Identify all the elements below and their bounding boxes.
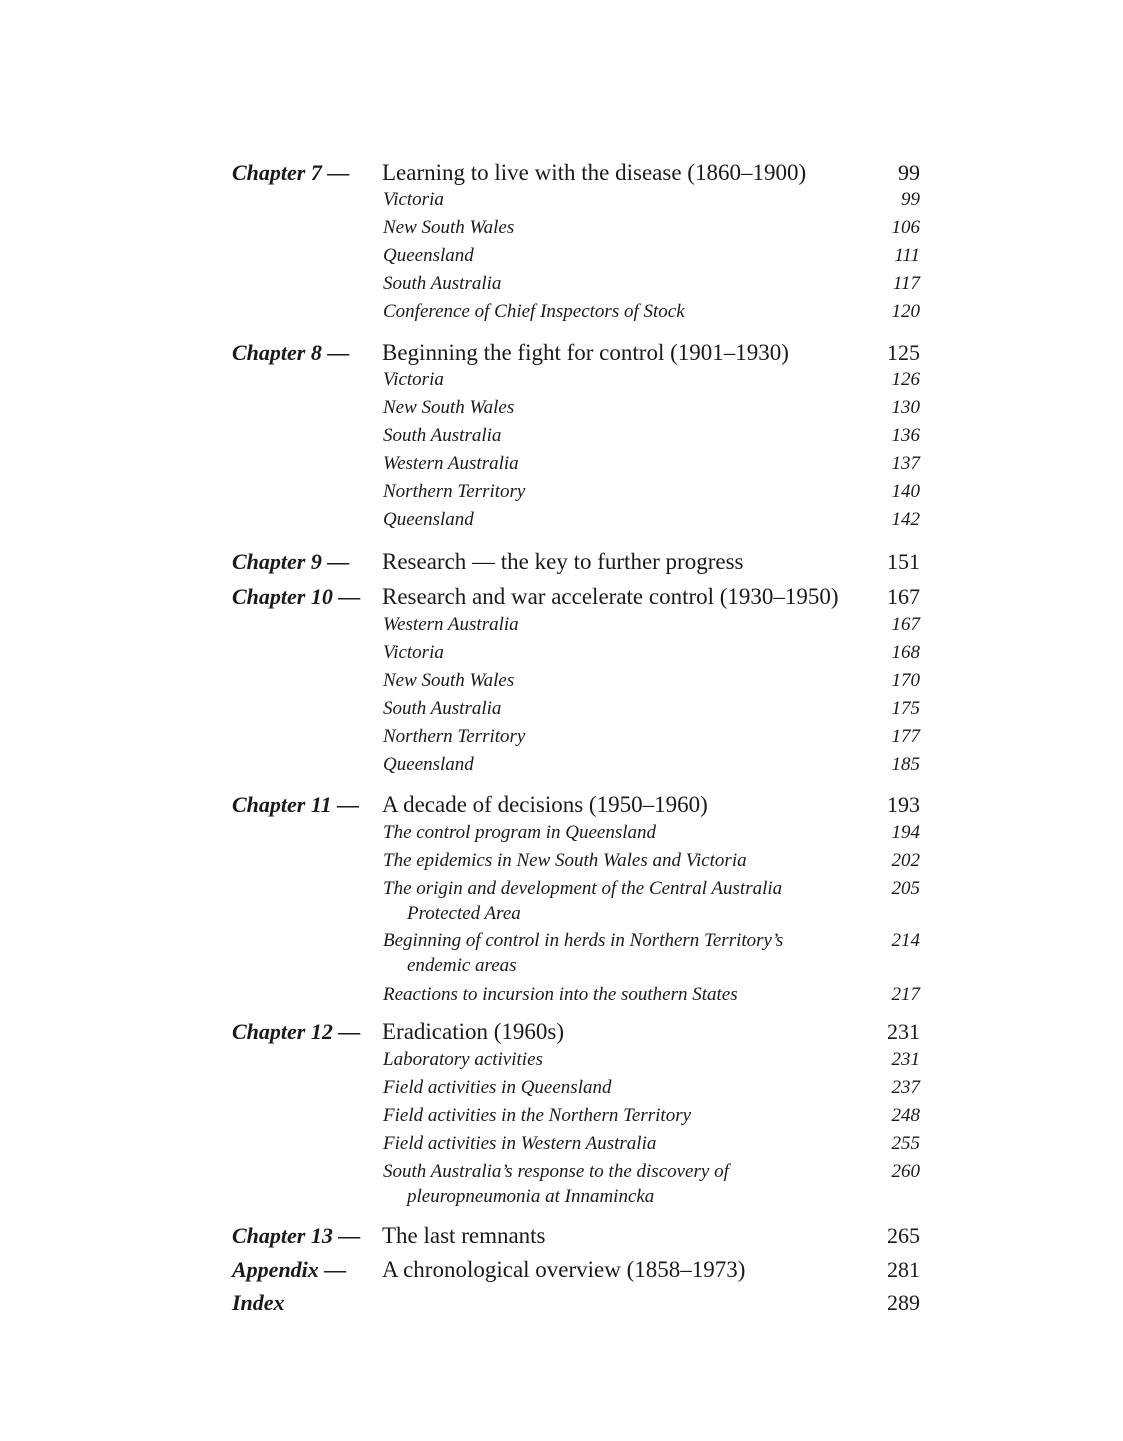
section-title [383,299,843,324]
section-page-number: 168 [891,642,920,663]
section-page-number: 185 [891,754,920,775]
chapter-title: Learning to live with the disease (1860–1900) [382,160,807,185]
chapter-row [0,158,1123,188]
chapter-row [0,1288,1123,1318]
section-title [383,423,843,448]
section-page-number: 111 [894,245,920,266]
chapter-label: Chapter 13 — [232,1223,361,1248]
section-title [383,752,843,777]
section-title [383,367,843,392]
chapter-row [0,582,1123,612]
section-page-number: 167 [891,614,920,635]
chapter-row [0,1221,1123,1251]
section-title [383,848,843,873]
chapter-title: A decade of decisions (1950–1960) [382,792,708,817]
section-page-number: 106 [891,217,920,238]
section-title-line: Field activities in Queensland [383,1077,612,1098]
section-title [383,612,843,637]
chapter-label: Chapter 8 — [232,340,350,365]
chapter-label: Appendix — [232,1257,347,1282]
chapter-page-number: 265 [887,1223,920,1248]
section-title-line: The control program in Queensland [383,822,657,843]
section-title [383,1075,843,1100]
chapter-label: Chapter 12 — [232,1019,361,1044]
chapter-page-number: 125 [887,340,920,365]
section-title-continuation: Protected Area [407,903,521,924]
chapter-title: Beginning the fight for control (1901–1930) [382,340,789,365]
section-page-number: 140 [891,481,920,502]
section-title [383,451,843,476]
section-title-line: New South Wales [383,217,515,238]
section-title-line: South Australia [383,698,502,719]
chapter-page-number: 99 [898,160,920,185]
section-title-line: The origin and development of the Central Australia [383,878,783,899]
chapter-page-number: 281 [887,1257,920,1282]
section-title-line: New South Wales [383,670,515,691]
section-page-number: 170 [891,670,920,691]
section-page-number: 260 [891,1161,920,1182]
section-title-line: South Australia’s response to the discovery of [383,1161,729,1182]
chapter-label: Chapter 10 — [232,584,361,609]
section-title-line: Field activities in Western Australia [383,1133,657,1154]
section-title [383,724,843,749]
section-page-number: 175 [891,698,920,719]
section-page-number: 231 [891,1049,920,1070]
section-title-line: Field activities in the Northern Territory [383,1105,692,1126]
section-title [383,640,843,665]
section-page-number: 217 [891,984,920,1005]
chapter-label: Chapter 11 — [232,792,360,817]
section-title [383,820,843,845]
section-title-line: Victoria [383,369,444,390]
chapter-row [0,338,1123,368]
section-title-line: Reactions to incursion into the southern States [383,984,738,1005]
section-title [383,243,843,268]
chapter-title: Eradication (1960s) [382,1019,565,1044]
section-page-number: 177 [891,726,920,747]
section-title [383,479,843,504]
section-title-line: South Australia [383,273,502,294]
section-title-line: Victoria [383,189,444,210]
chapter-page-number: 289 [887,1290,920,1315]
chapter-label: Chapter 7 — [232,160,350,185]
section-title-line: Victoria [383,642,444,663]
section-page-number: 214 [891,930,920,951]
chapter-page-number: 151 [887,549,920,574]
section-title-line: Queensland [383,509,474,530]
section-title [383,668,843,693]
section-title-line: The epidemics in New South Wales and Victoria [383,850,747,871]
section-title-line: Northern Territory [383,726,526,747]
section-title [383,187,843,212]
section-title-continuation: endemic areas [407,955,517,976]
section-title-line: Laboratory activities [383,1049,543,1070]
section-page-number: 99 [901,189,920,210]
section-page-number: 120 [891,301,920,322]
section-page-number: 237 [891,1077,920,1098]
section-title [383,507,843,532]
chapter-page-number: 193 [887,792,920,817]
chapter-row [0,547,1123,577]
chapter-label: Chapter 9 — [232,549,350,574]
section-page-number: 202 [891,850,920,871]
section-title-line: Queensland [383,245,474,266]
section-page-number: 130 [891,397,920,418]
section-title [383,395,843,420]
section-title-line: New South Wales [383,397,515,418]
section-title [383,1131,843,1156]
section-page-number: 117 [892,273,920,294]
section-title [383,696,843,721]
section-title-line: South Australia [383,425,502,446]
section-page-number: 137 [891,453,920,474]
chapter-row [0,1255,1123,1285]
chapter-label: Index [232,1290,285,1315]
chapter-title: Research — the key to further progress [382,549,744,574]
section-page-number: 142 [891,509,920,530]
section-title-line: Conference of Chief Inspectors of Stock [383,301,685,322]
section-page-number: 248 [891,1105,920,1126]
section-title [383,215,843,240]
chapter-row [0,790,1123,820]
section-page-number: 255 [891,1133,920,1154]
section-title-line: Western Australia [383,453,519,474]
section-title-continuation: pleuropneumonia at Innamincka [407,1186,655,1207]
section-page-number: 194 [891,822,920,843]
section-title-line: Western Australia [383,614,519,635]
chapter-title: The last remnants [382,1223,546,1248]
chapter-page-number: 231 [887,1019,920,1044]
chapter-row [0,1017,1123,1047]
section-title [383,982,843,1007]
section-page-number: 136 [891,425,920,446]
chapter-title: A chronological overview (1858–1973) [382,1257,746,1282]
section-page-number: 205 [891,878,920,899]
section-page-number: 126 [891,369,920,390]
section-title [383,1159,843,1209]
chapter-title: Research and war accelerate control (1930–1950) [382,584,839,609]
section-title [383,1103,843,1128]
section-title [383,928,843,978]
section-title [383,876,843,926]
section-title-line: Queensland [383,754,474,775]
section-title [383,271,843,296]
section-title-line: Beginning of control in herds in Northern Territory’s [383,930,784,951]
chapter-page-number: 167 [887,584,920,609]
section-title-line: Northern Territory [383,481,526,502]
section-title [383,1047,843,1072]
